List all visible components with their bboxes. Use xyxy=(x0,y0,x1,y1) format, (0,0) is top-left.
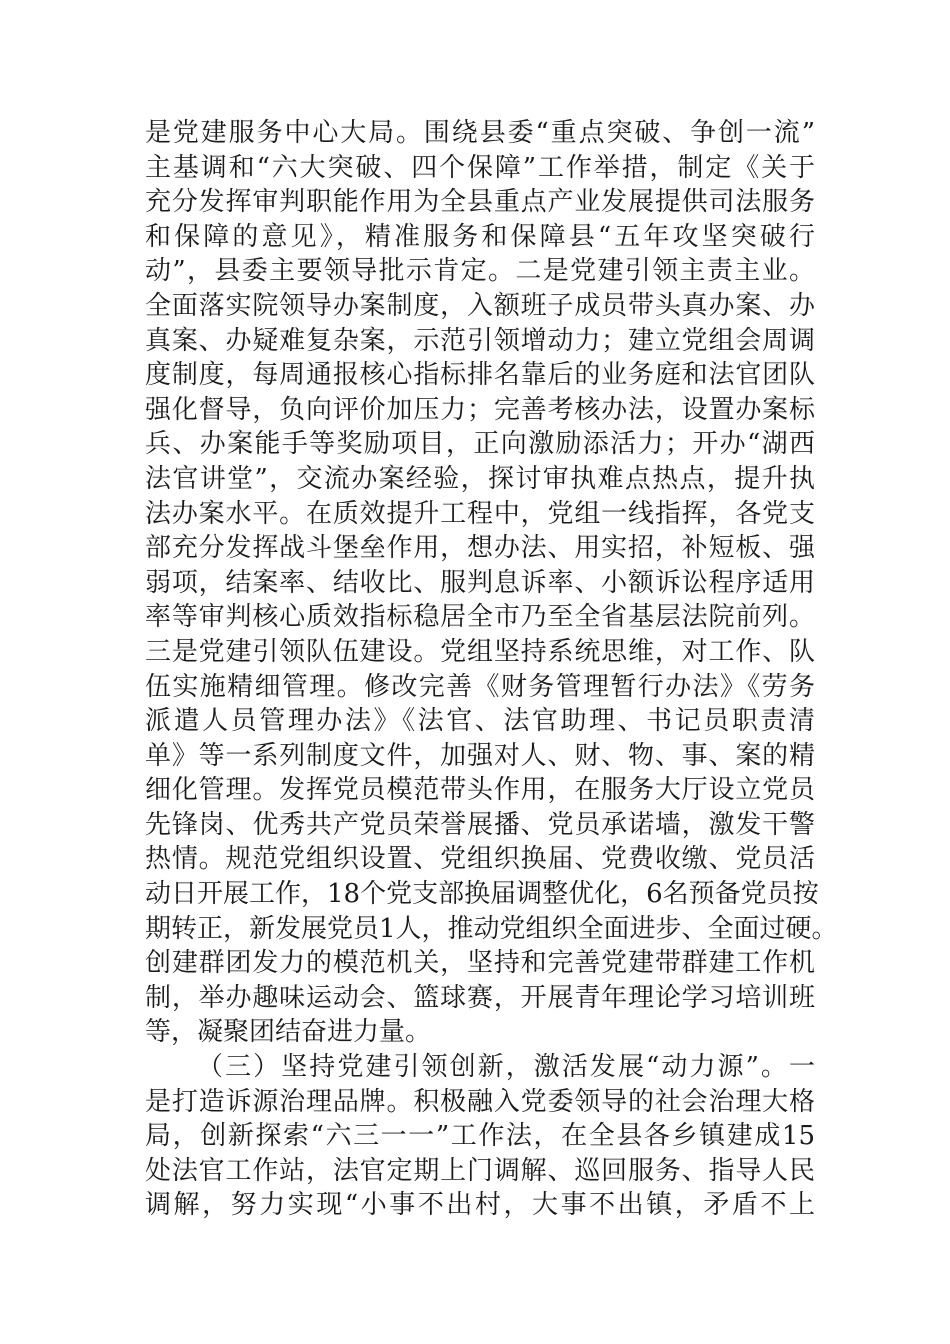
text-line: 处法官工作站，法官定期上门调解、巡回服务、指导人民 xyxy=(145,1155,815,1186)
text-line: 调解，努力实现“小事不出村，大事不出镇，矛盾不上 xyxy=(145,1190,815,1221)
text-line: 度制度，每周通报核心指标排名靠后的业务庭和法官团队 xyxy=(145,360,815,391)
text-line: 部充分发挥战斗堡垒作用，想办法、用实招，补短板、强 xyxy=(145,533,815,564)
text-line: 全面落实院领导办案制度，入额班子成员带头真办案、办 xyxy=(145,290,815,321)
text-line: 弱项，结案率、结收比、服判息诉率、小额诉讼程序适用 xyxy=(145,567,815,598)
text-line: 局，创新探索“六三一一”工作法，在全县各乡镇建成15 xyxy=(145,1121,815,1152)
text-line: 派遣人员管理办法》《法官、法官助理、书记员职责清 xyxy=(145,706,815,737)
text-line: 热情。规范党组织设置、党组织换届、党费收缴、党员活 xyxy=(145,844,815,875)
section-heading-line: （三）坚持党建引领创新，激活发展“动力源”。一 xyxy=(197,1052,815,1083)
paragraph-end-line: 等，凝聚团结奋进力量。 xyxy=(145,1017,432,1048)
text-line: 制，举办趣味运动会、篮球赛，开展青年理论学习培训班 xyxy=(145,982,815,1013)
text-line: 率等审判核心质效指标稳居全市乃至全省基层法院前列。 xyxy=(145,602,815,633)
text-line: 三是党建引领队伍建设。党组坚持系统思维，对工作、队 xyxy=(145,636,815,667)
text-line: 主基调和“六大突破、四个保障”工作举措，制定《关于 xyxy=(145,152,815,183)
text-line: 强化督导，负向评价加压力；完善考核办法，设置办案标 xyxy=(145,394,815,425)
text-line: 创建群团发力的模范机关，坚持和完善党建带群建工作机 xyxy=(145,948,815,979)
text-line: 兵、办案能手等奖励项目，正向激励添活力；开办“湖西 xyxy=(145,429,815,460)
text-line: 单》等一系列制度文件，加强对人、财、物、事、案的精 xyxy=(145,740,815,771)
text-line: 是打造诉源治理品牌。积极融入党委领导的社会治理大格 xyxy=(145,1086,815,1117)
text-line: 和保障的意见》，精准服务和保障县“五年攻坚突破行 xyxy=(145,221,815,252)
text-line: 法官讲堂”，交流办案经验，探讨审执难点热点，提升执 xyxy=(145,463,815,494)
text-line: 先锋岗、优秀共产党员荣誉展播、党员承诺墙，激发干警 xyxy=(145,809,815,840)
text-line: 动日开展工作，18个党支部换届调整优化，6名预备党员按 xyxy=(145,879,819,910)
text-line: 真案、办疑难复杂案，示范引领增动力；建立党组会周调 xyxy=(145,325,815,356)
text-line: 充分发挥审判职能作用为全县重点产业发展提供司法服务 xyxy=(145,187,815,218)
text-line: 法办案水平。在质效提升工程中，党组一线指挥，各党支 xyxy=(145,498,815,529)
text-line: 期转正，新发展党员1人，推动党组织全面进步、全面过硬。 xyxy=(145,913,838,944)
text-line: 伍实施精细管理。修改完善《财务管理暂行办法》《劳务 xyxy=(145,671,815,702)
text-line: 细化管理。发挥党员模范带头作用，在服务大厅设立党员 xyxy=(145,775,815,806)
body-text xyxy=(145,116,838,1223)
text-line: 是党建服务中心大局。围绕县委“重点突破、争创一流” xyxy=(145,118,815,148)
text-line: 动”，县委主要领导批示肯定。二是党建引领主责主业。 xyxy=(145,256,815,287)
